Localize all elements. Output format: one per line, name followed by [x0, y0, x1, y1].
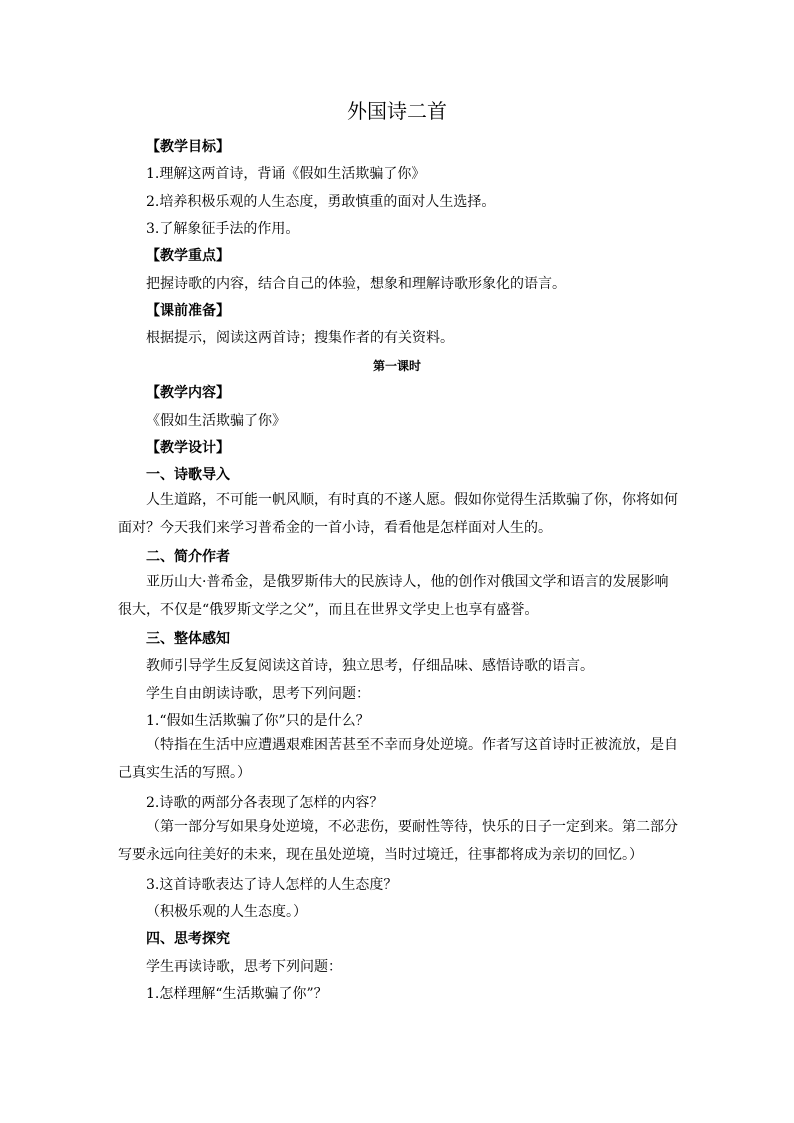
section-heading-preparation: 【课前准备】 [146, 303, 230, 319]
inquiry-line-1: 学生再读诗歌，思考下列问题： [146, 959, 342, 975]
question-4: 1.怎样理解“生活欺骗了你”？ [146, 986, 328, 1002]
content-text: 《假如生活欺骗了你》 [146, 413, 286, 429]
part-heading-author: 二、简介作者 [146, 549, 230, 565]
author-paragraph: 亚历山大·普希金，是俄罗斯伟大的民族诗人，他的创作对俄国文学和语言的发展影响很大，不仅是“俄罗斯文学之父”，而且在世界文学史上也享有盛誉。 [118, 574, 669, 618]
answer-1: （特指在生活中应遭遇艰难困苦甚至不幸而身处逆境。作者写这首诗时正被流放，是自己真实生活的写照。） [118, 737, 678, 781]
part-heading-intro: 一、诗歌导入 [146, 467, 230, 483]
part-heading-perception: 三、整体感知 [146, 631, 230, 647]
intro-paragraph: 人生道路，不可能一帆风顺，有时真的不遂人愿。假如你觉得生活欺骗了你，你将如何面对？今天我们来学习普希金的一首小诗，看看他是怎样面对人生的。 [118, 492, 678, 536]
question-2: 2.诗歌的两部分各表现了怎样的内容？ [146, 795, 384, 811]
question-3: 3.这首诗歌表达了诗人怎样的人生态度？ [146, 877, 398, 893]
part-heading-inquiry: 四、思考探究 [146, 931, 230, 947]
section-heading-content: 【教学内容】 [146, 385, 230, 401]
section-heading-design: 【教学设计】 [146, 440, 230, 456]
section-heading-focus: 【教学重点】 [146, 248, 230, 264]
objective-item-3: 3.了解象征手法的作用。 [146, 221, 300, 237]
doc-title: 外国诗二首 [347, 99, 447, 123]
answer-3: （积极乐观的人生态度。） [146, 904, 307, 920]
answer-2: （第一部分写如果身处逆境，不必悲伤，要耐性等待，快乐的日子一定到来。第二部分写要永远向往美好的未来，现在虽处逆境，当时过境迁，往事都将成为亲切的回忆。） [118, 819, 678, 863]
perception-line-2: 学生自由朗读诗歌，思考下列问题： [146, 686, 370, 702]
preparation-text: 根据提示，阅读这两首诗；搜集作者的有关资料。 [146, 330, 454, 346]
objective-item-1: 1.理解这两首诗，背诵《假如生活欺骗了你》 [146, 166, 426, 182]
section-heading-objectives: 【教学目标】 [146, 139, 230, 155]
perception-line-1: 教师引导学生反复阅读这首诗，独立思考，仔细品味、感悟诗歌的语言。 [146, 658, 594, 674]
focus-text: 把握诗歌的内容，结合自己的体验，想象和理解诗歌形象化的语言。 [146, 276, 566, 292]
objective-item-2: 2.培养积极乐观的人生态度，勇敢慎重的面对人生选择。 [146, 194, 496, 210]
lesson-title: 第一课时 [372, 359, 421, 373]
question-1: 1.“假如生活欺骗了你”只的是什么？ [146, 713, 370, 729]
